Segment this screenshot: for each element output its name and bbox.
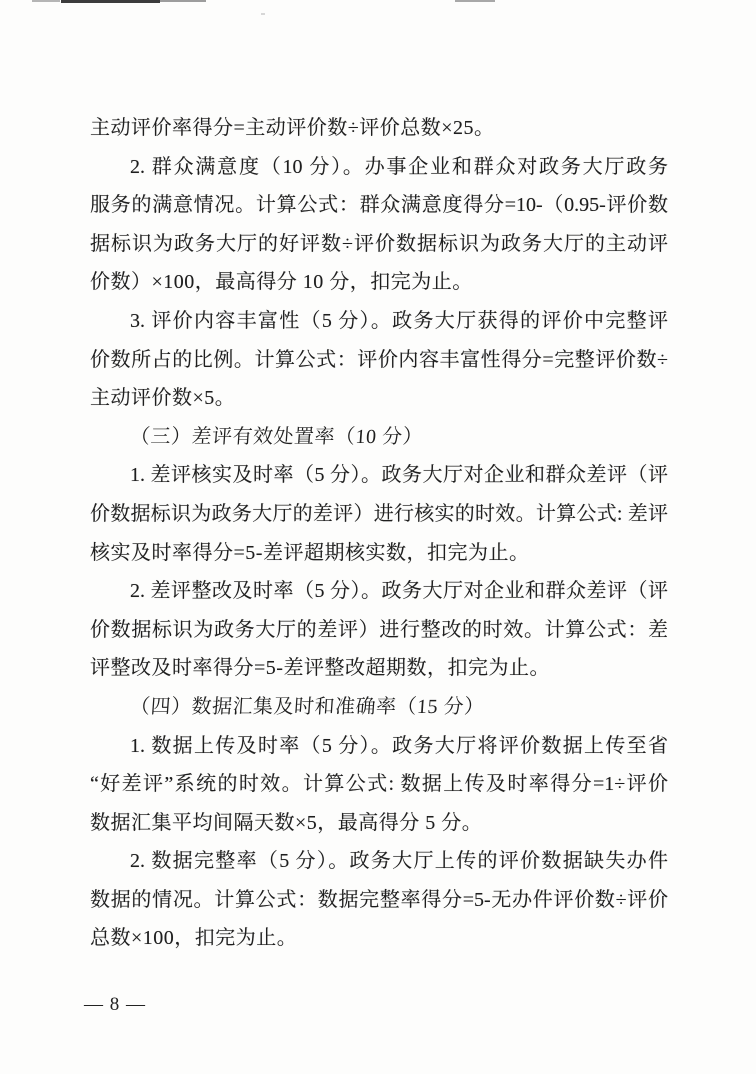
body-line: 价数据标识为政务大厅的差评）进行整改的时效。计算公式：差 [90, 618, 668, 641]
body-line: 1. 数据上传及时率（5 分）。政务大厅将评价数据上传至省 [130, 734, 668, 757]
body-line: 2. 差评整改及时率（5 分）。政务大厅对企业和群众差评（评 [130, 580, 668, 603]
scan-artifact [32, 0, 60, 2]
scan-artifact [160, 0, 206, 2]
scan-artifact [455, 0, 495, 2]
page-number: — 8 — [84, 994, 146, 1015]
body-line: 评整改及时率得分=5-差评整改超期数，扣完为止。 [90, 657, 550, 680]
body-line: 价数所占的比例。计算公式：评价内容丰富性得分=完整评价数÷ [90, 348, 668, 371]
body-line: 主动评价数×5。 [90, 387, 236, 410]
body-line: 服务的满意情况。计算公式：群众满意度得分=10-（0.95-评价数 [90, 194, 668, 217]
section-heading-four: （四）数据汇集及时和准确率（15 分） [129, 695, 486, 718]
body-line: 2. 数据完整率（5 分）。政务大厅上传的评价数据缺失办件 [130, 850, 668, 873]
body-text [90, 109, 668, 958]
body-line: 2. 群众满意度（10 分）。办事企业和群众对政务大厅政务 [130, 155, 668, 178]
scan-artifact [261, 13, 265, 15]
body-line: 数据的情况。计算公式：数据完整率得分=5-无办件评价数÷评价 [90, 888, 668, 911]
body-line: 1. 差评核实及时率（5 分）。政务大厅对企业和群众差评（评 [130, 464, 668, 487]
body-line: 3. 评价内容丰富性（5 分）。政务大厅获得的评价中完整评 [130, 309, 668, 332]
body-line: “好差评”系统的时效。计算公式: 数据上传及时率得分=1÷评价 [90, 773, 668, 796]
body-line: 据标识为政务大厅的好评数÷评价数据标识为政务大厅的主动评 [90, 232, 668, 255]
body-line: 主动评价率得分=主动评价数÷评价总数×25。 [90, 117, 495, 139]
body-line: 价数据标识为政务大厅的差评）进行核实的时效。计算公式: 差评 [90, 502, 668, 525]
scan-artifact [61, 0, 160, 3]
body-line: 数据汇集平均间隔天数×5，最高得分 5 分。 [90, 811, 483, 834]
body-line: 核实及时率得分=5-差评超期核实数，扣完为止。 [90, 541, 530, 564]
section-heading-three: （三）差评有效处置率（10 分） [129, 425, 424, 448]
body-line: 价数）×100，最高得分 10 分，扣完为止。 [90, 271, 473, 294]
body-line: 总数×100，扣完为止。 [90, 927, 298, 950]
